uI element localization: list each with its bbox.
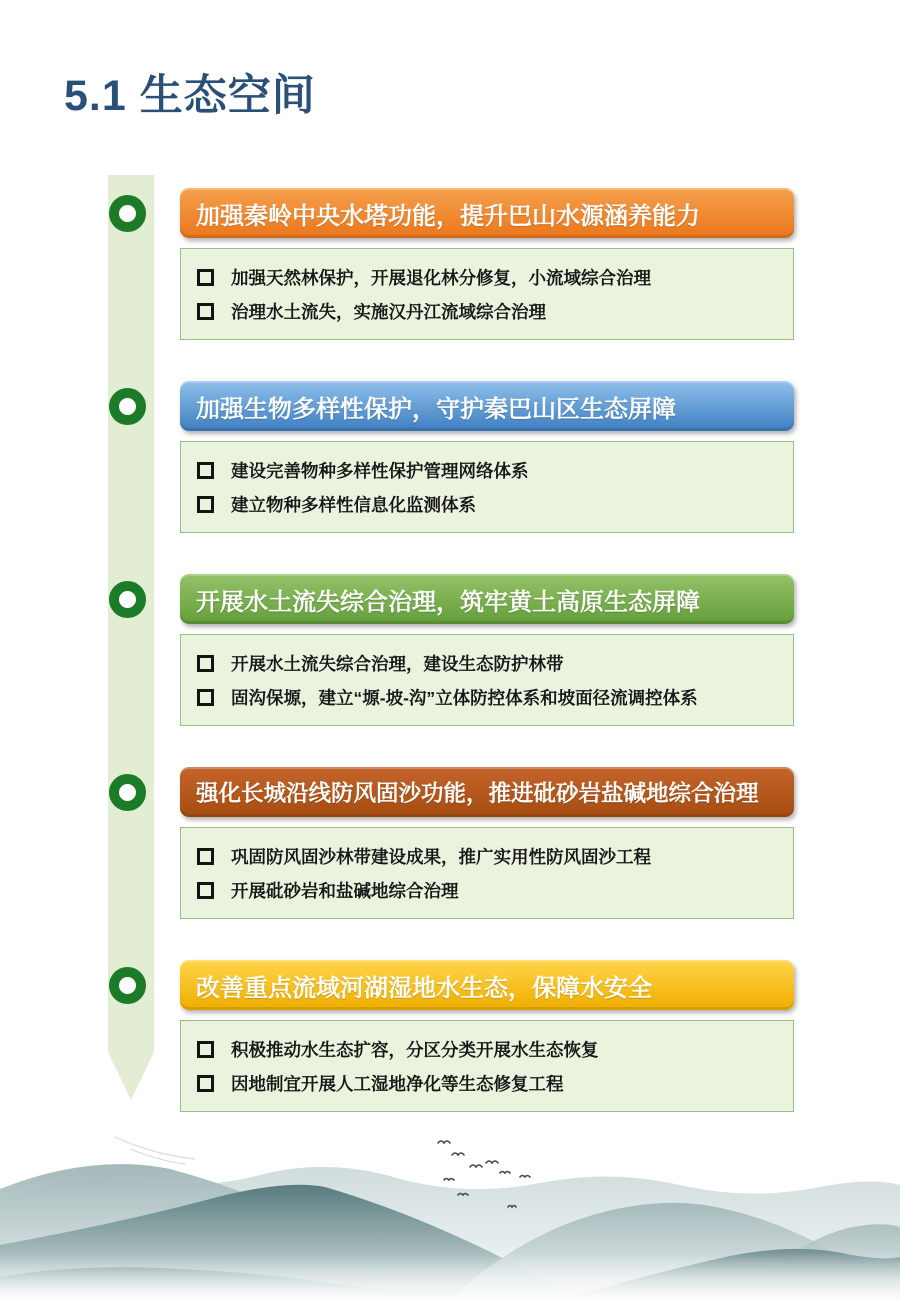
- section-qinling-water-tower: [180, 188, 794, 340]
- item-text: 巩固防风固沙林带建设成果，推广实用性防风固沙工程: [231, 846, 651, 867]
- checkbox-bullet-icon: [197, 303, 214, 320]
- checkbox-bullet-icon: [197, 689, 214, 706]
- items-panel: [180, 827, 794, 919]
- checkbox-bullet-icon: [197, 882, 214, 899]
- section-header-bar: [180, 381, 794, 431]
- sections-column: [180, 188, 794, 1153]
- timeline-node-icon: [109, 388, 146, 425]
- item-text: 治理水土流失，实施汉丹江流域综合治理: [231, 301, 546, 322]
- page-title: 5.1 生态空间: [64, 72, 316, 120]
- list-item: [197, 873, 777, 907]
- list-item: [197, 1066, 777, 1100]
- item-text: 加强天然林保护，开展退化林分修复，小流域综合治理: [231, 267, 651, 288]
- list-item: [197, 839, 777, 873]
- item-text: 开展水土流失综合治理，建设生态防护林带: [231, 653, 564, 674]
- list-item: [197, 646, 777, 680]
- list-item: [197, 294, 777, 328]
- section-title: 改善重点流域河湖湿地水生态，保障水安全: [196, 974, 652, 1002]
- item-text: 固沟保塬，建立“塬-坡-沟”立体防控体系和坡面径流调控体系: [231, 687, 698, 708]
- section-windbreak-sand: [180, 767, 794, 919]
- item-text: 因地制宜开展人工湿地净化等生态修复工程: [231, 1073, 564, 1094]
- item-text: 积极推动水生态扩容，分区分类开展水生态恢复: [231, 1039, 599, 1060]
- section-title: 强化长城沿线防风固沙功能，推进砒砂岩盐碱地综合治理: [196, 781, 759, 806]
- timeline-node-icon: [109, 581, 146, 618]
- timeline-node-icon: [109, 195, 146, 232]
- item-text: 建设完善物种多样性保护管理网络体系: [231, 460, 529, 481]
- checkbox-bullet-icon: [197, 848, 214, 865]
- section-river-wetland: [180, 960, 794, 1112]
- timeline-node-icon: [109, 774, 146, 811]
- checkbox-bullet-icon: [197, 462, 214, 479]
- checkbox-bullet-icon: [197, 1041, 214, 1058]
- list-item: [197, 680, 777, 714]
- list-item: [197, 260, 777, 294]
- section-header-bar: [180, 188, 794, 238]
- mountain-watercolor-art: [0, 1125, 900, 1300]
- section-biodiversity: [180, 381, 794, 533]
- timeline-bar: [108, 175, 154, 1100]
- section-header-bar: [180, 574, 794, 624]
- items-panel: [180, 248, 794, 340]
- section-title: 开展水土流失综合治理，筑牢黄土高原生态屏障: [196, 588, 700, 616]
- item-text: 开展砒砂岩和盐碱地综合治理: [231, 880, 459, 901]
- section-title: 加强生物多样性保护，守护秦巴山区生态屏障: [196, 395, 676, 423]
- section-header-bar: [180, 960, 794, 1010]
- items-panel: [180, 634, 794, 726]
- item-text: 建立物种多样性信息化监测体系: [231, 494, 476, 515]
- section-soil-erosion: [180, 574, 794, 726]
- timeline-node-icon: [109, 967, 146, 1004]
- checkbox-bullet-icon: [197, 269, 214, 286]
- items-panel: [180, 441, 794, 533]
- list-item: [197, 1032, 777, 1066]
- checkbox-bullet-icon: [197, 1075, 214, 1092]
- checkbox-bullet-icon: [197, 655, 214, 672]
- section-header-bar: [180, 767, 794, 817]
- list-item: [197, 487, 777, 521]
- list-item: [197, 453, 777, 487]
- items-panel: [180, 1020, 794, 1112]
- section-title: 加强秦岭中央水塔功能，提升巴山水源涵养能力: [196, 202, 700, 230]
- checkbox-bullet-icon: [197, 496, 214, 513]
